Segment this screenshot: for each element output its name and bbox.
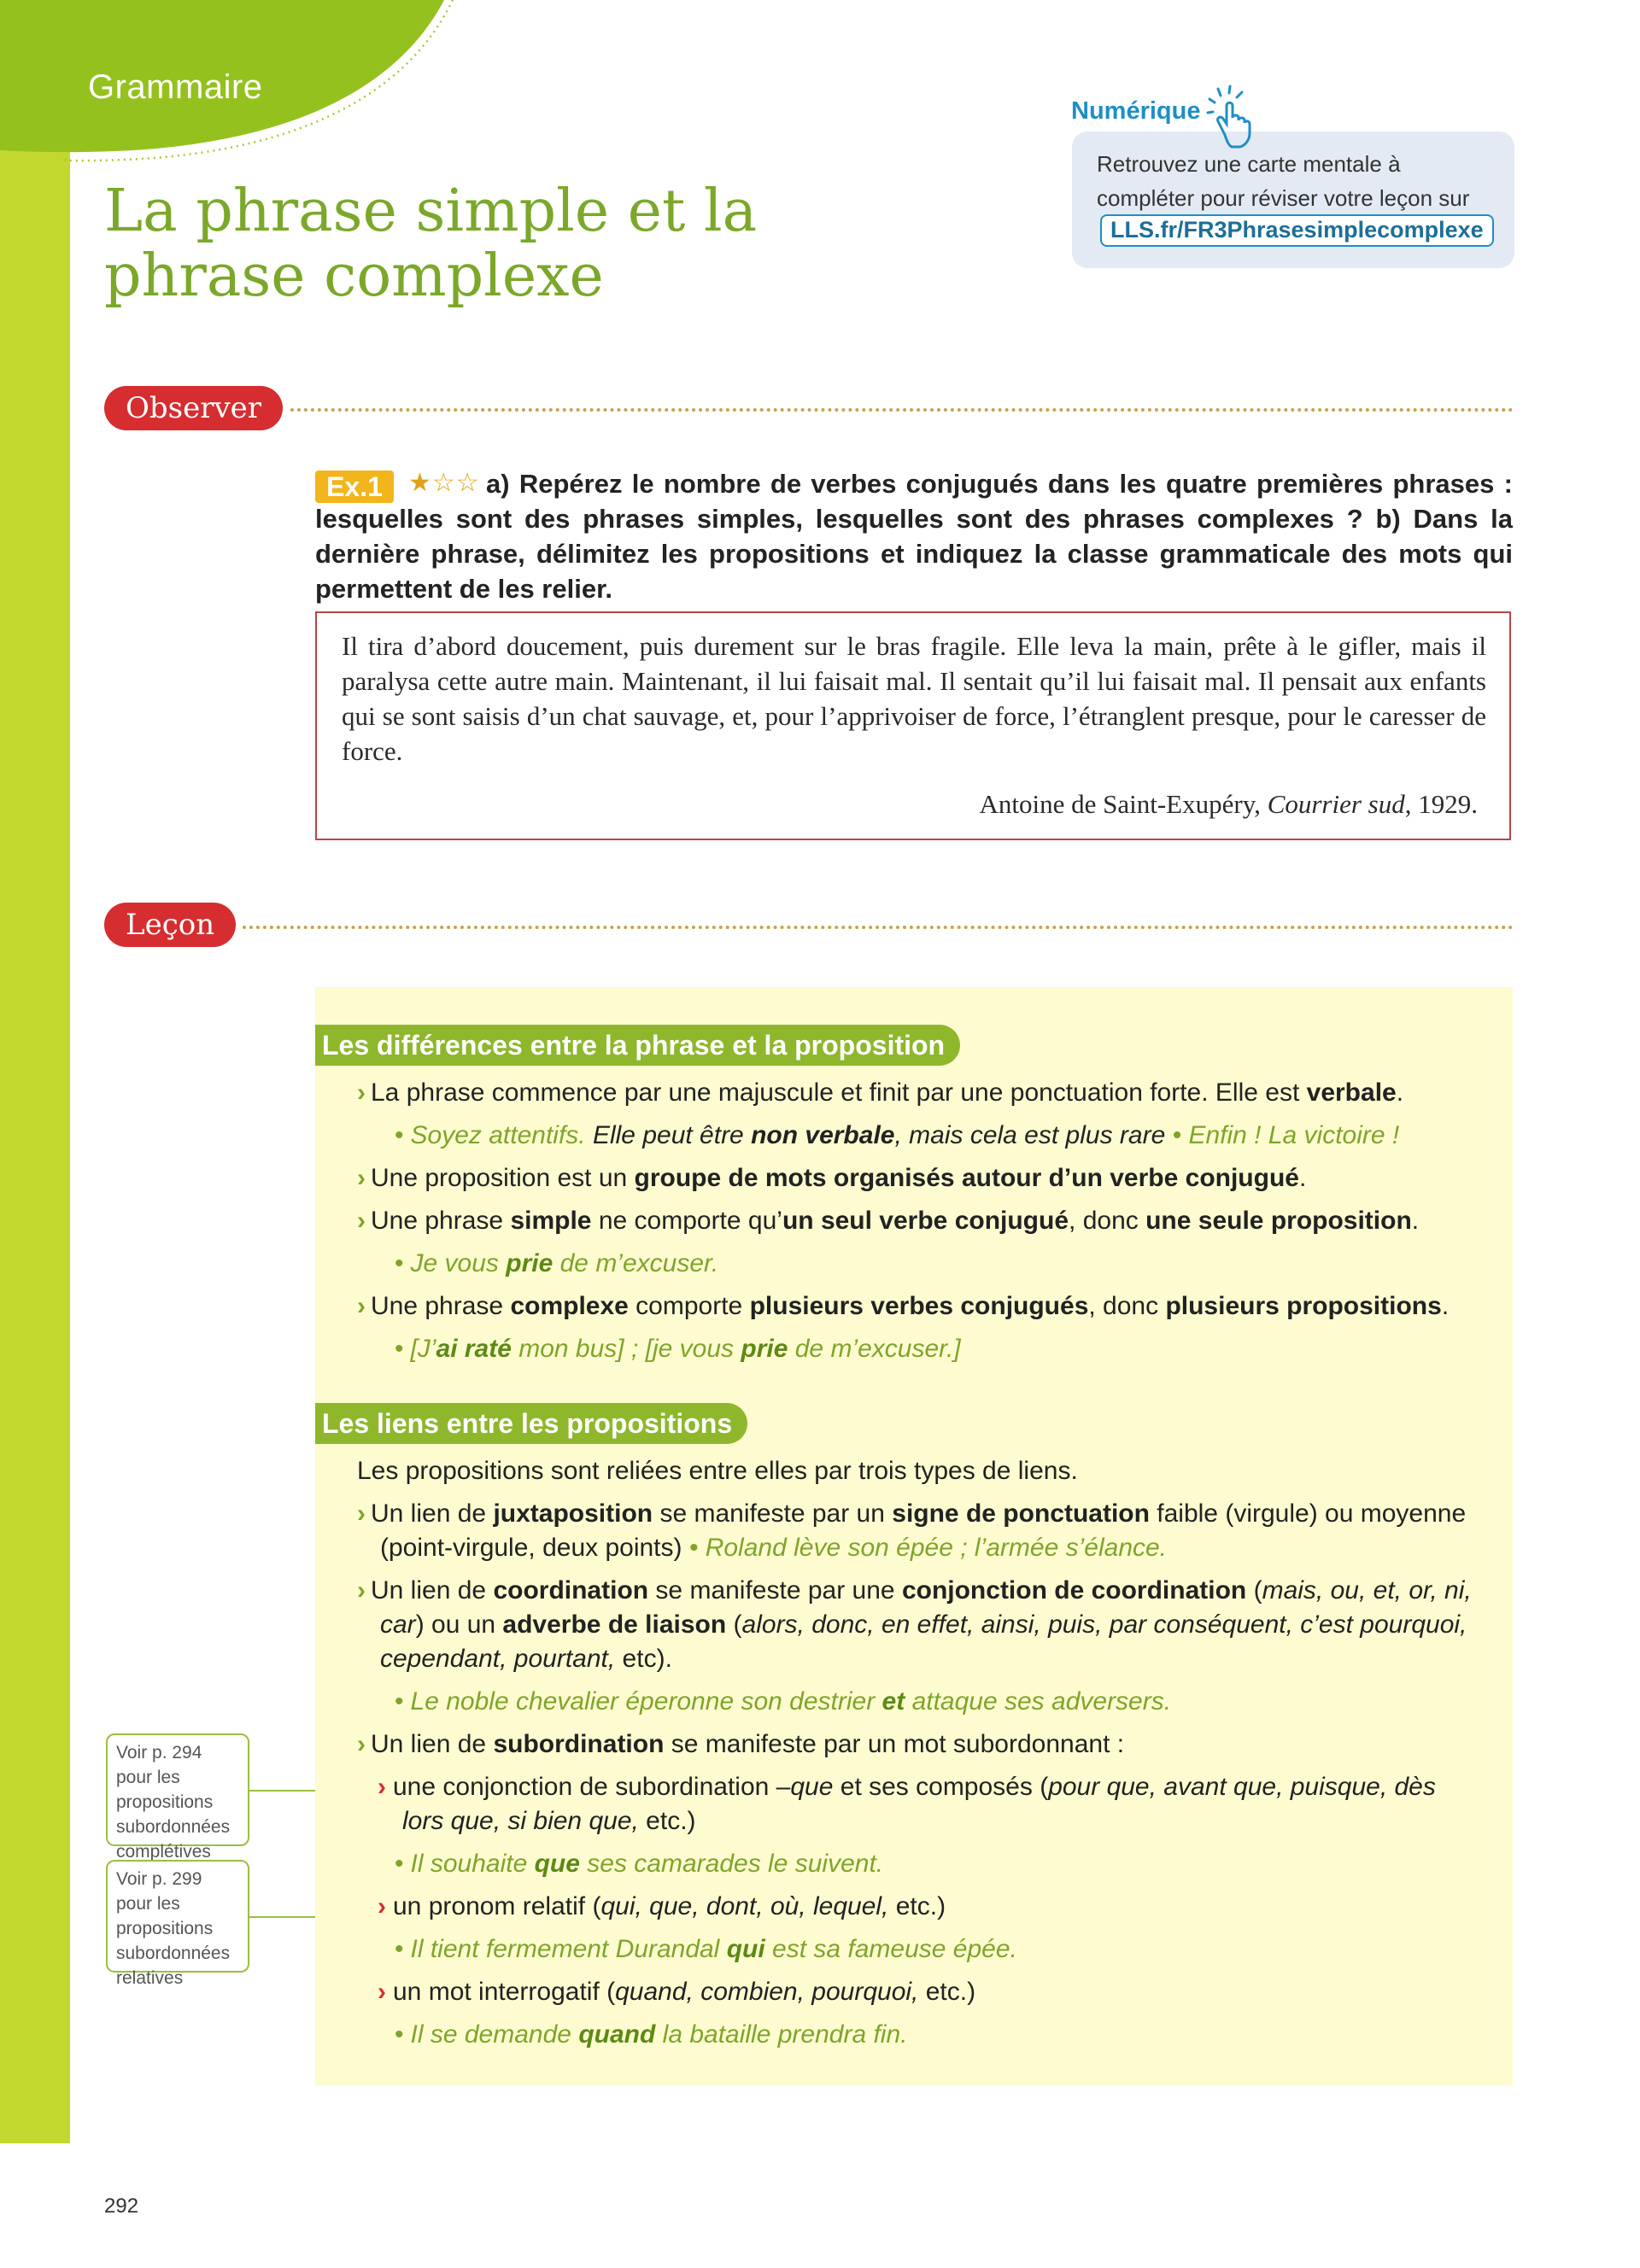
quote-source: Antoine de Saint-Exupéry, Courrier sud, 1929. [979, 789, 1478, 819]
left-margin-band [0, 0, 70, 2143]
rule-coordination-cont2: cependant, pourtant, etc). [380, 1645, 672, 1673]
chevron-icon: › [357, 1576, 366, 1605]
sub-interrogatif: › un mot interrogatif (quand, combien, pourquoi, etc.) [378, 1975, 975, 2009]
bullet-icon: • [395, 1850, 404, 1878]
chevron-red-icon: › [378, 1773, 386, 1801]
bullet-icon: • [395, 2020, 404, 2049]
example-complexe: • [J’ai raté mon bus] ; [je vous prie de m’excuser.] [395, 1335, 961, 1363]
bullet-icon: • [395, 1249, 404, 1277]
rule-coordination-cont: car) ou un adverbe de liaison (alors, donc, en effet, ainsi, puis, par conséquent, c’est pourquoi, [380, 1610, 1467, 1639]
exercise-badge: Ex.1 [315, 471, 394, 503]
chevron-red-icon: › [378, 1892, 386, 1920]
side-note-connector [249, 1916, 315, 1918]
lecon-tag: Leçon [104, 903, 236, 947]
numerique-label: Numérique [1071, 97, 1201, 125]
rubric-label: Grammaire [88, 68, 263, 106]
sub-conjonction: › une conjonction de subordination –que et ses composés (pour que, avant que, puisque, dès [378, 1770, 1436, 1804]
rule-juxtaposition-cont: (point-virgule, deux points) • Roland lève son épée ; l’armée s’élance. [380, 1534, 1168, 1562]
chevron-icon: › [357, 1730, 366, 1758]
rule-phrase-simple: › Une phrase simple ne comporte qu’un seul verbe conjugué, donc une seule proposition. [357, 1204, 1419, 1238]
example-conjonction: • Il souhaite que ses camarades le suivent. [395, 1850, 884, 1878]
chevron-icon: › [357, 1078, 366, 1107]
side-note-relatives[interactable]: Voir p. 299 pour les propositions subordonnées relatives [106, 1860, 249, 1973]
bullet-icon: • [395, 1335, 404, 1363]
sub-pronom-relatif: › un pronom relatif (qui, que, dont, où, lequel, etc.) [378, 1890, 946, 1924]
section-title-liens: Les liens entre les propositions [315, 1403, 747, 1444]
side-note-completives[interactable]: Voir p. 294 pour les propositions subordonnées complétives [106, 1733, 249, 1846]
bullet-icon: • [395, 1687, 404, 1716]
chevron-icon: › [357, 1207, 366, 1235]
rule-juxtaposition: › Un lien de juxtaposition se manifeste par un signe de ponctuation faible (virgule) ou moyenne [357, 1497, 1466, 1531]
exercise-instruction: a) Repérez le nombre de verbes conjugués dans les quatre premières phrases : lesquelles sont des phrases simples, lesquelles sont des phrases complexes ? b) Dans la dernière phrase, délimitez les propositions et indiquez la classe grammaticale des mots qui permettent de les relier. [315, 469, 1513, 604]
example-coordination: • Le noble chevalier éperonne son destrier et attaque ses adversers. [395, 1687, 1172, 1716]
difficulty-stars-icon: ★☆☆ [408, 468, 480, 498]
sub-conjonction-cont: lors que, si bien que, etc.) [402, 1807, 696, 1835]
quote-text: Il tira d’abord doucement, puis durement sur le bras fragile. Elle leva la main, prête à le gifler, mais il paralysa cette autre main. Maintenant, il lui faisait mal. Il sentait qu’il lui faisait mal. Il pensait aux enfants qui se sont saisis d’un chat sauvage, et, pour l’apprivoiser de force, l’étranglent presque, pour le caresser de force. [342, 631, 1486, 766]
observer-dotted-rule [290, 408, 1514, 412]
example-simple: • Je vous prie de m’excuser. [395, 1249, 719, 1277]
touch-hand-icon [1206, 84, 1257, 152]
chevron-red-icon: › [378, 1978, 386, 2006]
lecon-dotted-rule [243, 926, 1514, 929]
example-interrogatif: • Il se demande quand la bataille prendra fin. [395, 2020, 908, 2049]
rule-coordination: › Un lien de coordination se manifeste par une conjonction de coordination (mais, ou, et, or, ni, [357, 1574, 1472, 1608]
rule-phrase-complexe: › Une phrase complexe comporte plusieurs verbes conjugués, donc plusieurs propositions. [357, 1289, 1449, 1324]
rule-subordination: › Un lien de subordination se manifeste par un mot subordonnant : [357, 1727, 1124, 1762]
page-title: La phrase simple et la phrase complexe [104, 178, 758, 310]
rule-proposition: › Une proposition est un groupe de mots organisés autour d’un verbe conjugué. [357, 1161, 1306, 1195]
rule-phrase: › La phrase commence par une majuscule et finit par une ponctuation forte. Elle est verbale. [357, 1076, 1403, 1110]
numerique-text: Retrouvez une carte mentale à compléter pour réviser votre leçon sur [1097, 151, 1470, 211]
side-note-connector [249, 1790, 315, 1792]
bullet-icon: • [395, 1121, 404, 1149]
liens-intro: Les propositions sont reliées entre elles par trois types de liens. [357, 1457, 1078, 1485]
bullet-icon: • [395, 1935, 404, 1963]
section-title-differences: Les différences entre la phrase et la proposition [315, 1025, 960, 1066]
chevron-icon: › [357, 1292, 366, 1320]
chevron-icon: › [357, 1164, 366, 1192]
chevron-icon: › [357, 1499, 366, 1528]
example-non-verbale: • Soyez attentifs. Elle peut être non verbale, mais cela est plus rare • Enfin ! La victoire ! [395, 1121, 1400, 1149]
page-number: 292 [104, 2195, 139, 2218]
observer-tag: Observer [104, 386, 283, 430]
example-relatif: • Il tient fermement Durandal qui est sa fameuse épée. [395, 1935, 1017, 1963]
numerique-link[interactable]: LLS.fr/FR3Phrasesimplecomplexe [1100, 214, 1494, 247]
